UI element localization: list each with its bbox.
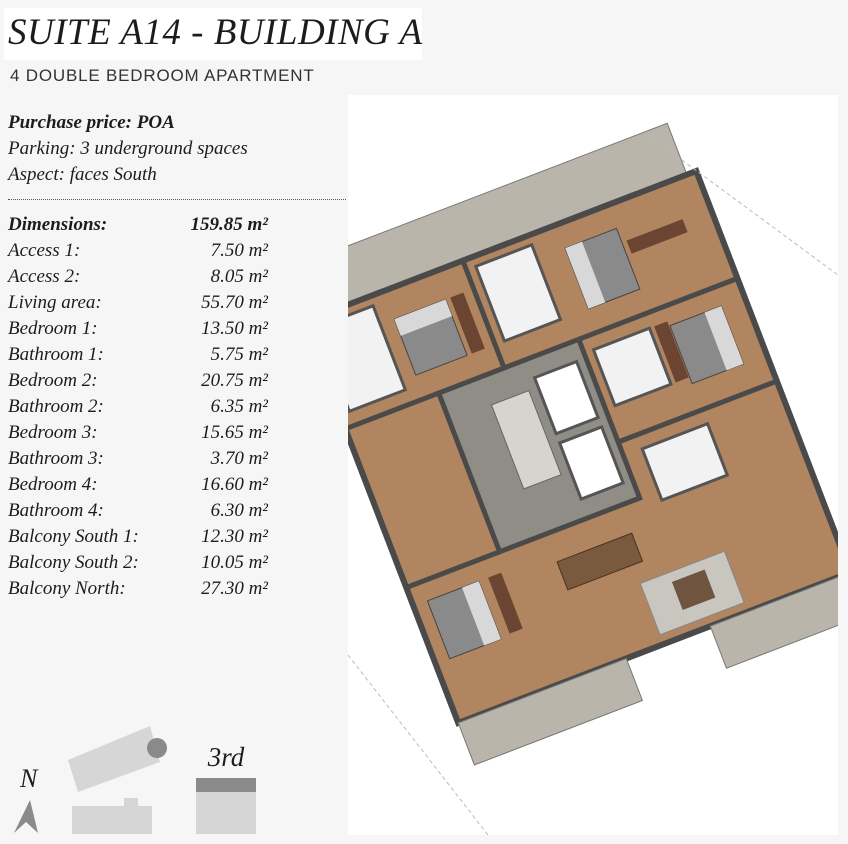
floor-indicator-active [196,778,256,792]
dimension-label: Balcony North: [8,578,126,599]
dimensions-row [8,394,268,420]
dimensions-row [8,316,268,342]
dimensions-row [8,264,268,290]
page-title: SUITE A14 - BUILDING A [8,12,423,53]
dimension-label: Access 2: [8,266,81,287]
purchase-price: Purchase price: POA [8,112,175,133]
dimension-value: 12.30 m² [201,526,268,547]
site-marker [147,738,167,758]
dimension-label: Balcony South 1: [8,526,139,547]
dimensions-row [8,498,268,524]
dimensions-total-row [8,212,268,238]
dimension-label: Bedroom 1: [8,318,98,339]
dimension-value: 6.35 m² [210,396,268,417]
dimensions-row [8,368,268,394]
dimensions-row [8,238,268,264]
dimensions-row [8,290,268,316]
floor-indicator [196,742,256,773]
property-info [8,110,248,188]
dimension-label: Bedroom 4: [8,474,98,495]
dimensions-row [8,550,268,576]
dimension-value: 27.30 m² [201,578,268,599]
north-label: N [20,764,38,793]
dimension-label: Bathroom 1: [8,344,104,365]
dimensions-row [8,420,268,446]
dimension-value: 16.60 m² [201,474,268,495]
dimension-label: Bathroom 4: [8,500,104,521]
dimensions-rows [8,238,268,602]
page-subtitle: 4 DOUBLE BEDROOM APARTMENT [10,66,315,85]
dimensions-total-value: 159.85 m² [190,214,268,235]
dimension-label: Access 1: [8,240,81,261]
site-building-shape-2 [72,798,152,834]
aspect-info: Aspect: faces South [8,164,157,185]
parking-info: Parking: 3 underground spaces [8,138,248,159]
dimension-value: 15.65 m² [201,422,268,443]
dimension-value: 13.50 m² [201,318,268,339]
dimensions-row [8,576,268,602]
dimension-value: 5.75 m² [210,344,268,365]
dimensions-row [8,342,268,368]
dimension-value: 7.50 m² [210,240,268,261]
dimension-label: Living area: [8,292,102,313]
dimensions-row [8,524,268,550]
floor-indicator-block [196,792,256,834]
dimensions-row [8,446,268,472]
dimension-label: Bathroom 3: [8,448,104,469]
floor-plan-drawing [348,95,838,835]
dimension-label: Bathroom 2: [8,396,104,417]
site-building-shape [68,726,160,792]
dimension-value: 6.30 m² [210,500,268,521]
dimension-value: 8.05 m² [210,266,268,287]
dimension-value: 3.70 m² [210,448,268,469]
floor-label: 3rd [207,742,245,772]
dimensions-table [8,212,268,602]
floor-plan [348,95,838,835]
dimension-label: Bedroom 2: [8,370,98,391]
dimension-label: Bedroom 3: [8,422,98,443]
dimension-value: 10.05 m² [201,552,268,573]
dimensions-row [8,472,268,498]
dimension-value: 20.75 m² [201,370,268,391]
dimensions-total-label: Dimensions: [8,214,108,235]
north-arrow-icon [14,800,38,833]
dimension-value: 55.70 m² [201,292,268,313]
dotted-divider [8,199,346,200]
dimension-label: Balcony South 2: [8,552,139,573]
